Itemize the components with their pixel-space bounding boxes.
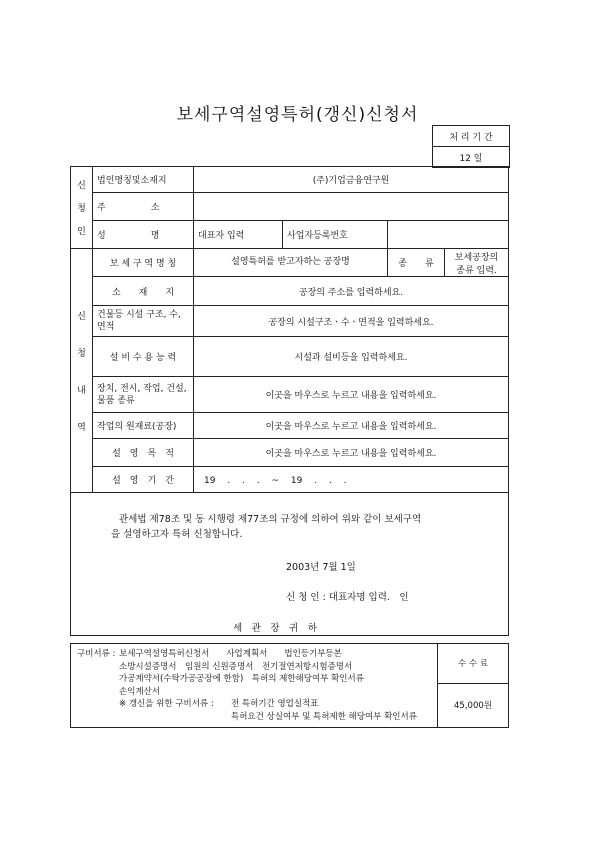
documents-label: 구비서류 : (77, 649, 116, 659)
type-label: 종 류 (388, 249, 445, 277)
document-line: 보세구역설영특허신청서 사업계획서 법인등기부등본 (119, 649, 342, 659)
required-documents (70, 643, 509, 728)
declaration-line-2: 을 설영하고자 특허 신청합니다. (111, 529, 243, 540)
type-field[interactable]: 보세공장의 종류 입력. (445, 249, 509, 277)
renewal-document-line: 전 특허기간 영업실적표 (231, 699, 319, 709)
declaration-line-1: 관세법 제78조 및 동 시행령 제77조의 규정에 의하여 위와 같이 보세구역 (119, 514, 422, 525)
renewal-document-line: 특허요건 상실여부 및 특허제한 해당여부 확인서류 (231, 711, 417, 722)
purpose-label: 설 영 목 적 (93, 439, 194, 467)
document-line: 손익계산서 (119, 686, 161, 697)
fee-label: 수 수 료 (438, 644, 509, 684)
applicant-signature[interactable]: 신 청 인 : 대표자명 입력. 인 (286, 592, 409, 603)
building-structure-label: 건물등 시설 구조, 수, 면적 (93, 306, 194, 337)
raw-material-field[interactable]: 이곳을 마우스로 누르고 내용을 입력하세요. (194, 413, 509, 439)
bonded-area-name-field[interactable]: 설영특허를 받고자하는 공장명 (194, 249, 388, 277)
documents-list (71, 644, 438, 728)
business-number-field[interactable] (388, 221, 509, 249)
processing-period-box (432, 125, 510, 168)
document-title: 보세구역설영특허(갱신)신청서 (176, 105, 419, 125)
recipient: 세 관 장 귀 하 (233, 623, 317, 634)
processing-value[interactable]: 12 일 (433, 147, 510, 168)
address-label: 주 소 (93, 193, 194, 221)
raw-material-label: 작업의 원재료(공장) (93, 413, 194, 439)
period-label: 설 영 기 간 (93, 467, 194, 493)
processing-label: 처 리 기 간 (433, 126, 510, 147)
goods-type-label: 장치, 전시, 작업, 건설, 물품 종류 (93, 377, 194, 413)
corp-name-field[interactable]: (주)기업금융연구원 (194, 167, 509, 193)
application-date[interactable]: 2003년 7월 1일 (286, 562, 356, 573)
name-label: 성 명 (93, 221, 194, 249)
purpose-field[interactable]: 이곳을 마우스로 누르고 내용을 입력하세요. (194, 439, 509, 467)
location-field[interactable]: 공장의 주소를 입력하세요. (194, 277, 509, 306)
capacity-field[interactable]: 시설과 설비등을 입력하세요. (194, 337, 509, 377)
document-line: 가공계약서(수탁가공공장에 한함) 특허의 제한해당여부 확인서류 (119, 674, 364, 684)
corp-name-label: 법인명칭및소재지 (93, 167, 194, 193)
representative-field[interactable]: 대표자 입력 (194, 221, 283, 249)
declaration-block (71, 493, 509, 636)
fee-value: 45,000원 (438, 683, 509, 727)
building-structure-field[interactable]: 공장의 시설구조ㆍ수ㆍ면적을 입력하세요. (194, 306, 509, 337)
content-section-label: 신 청 내 역 (71, 249, 93, 493)
capacity-label: 설 비 수 용 능 력 (93, 337, 194, 377)
applicant-section-label: 신 청 인 (71, 167, 93, 249)
renewal-documents-label: ※ 갱신을 위한 구비서류 : (119, 699, 214, 709)
location-label: 소 재 지 (93, 277, 194, 306)
address-field[interactable] (194, 193, 509, 221)
application-form (70, 166, 509, 636)
bonded-area-name-label: 보 세 구 역 명 칭 (93, 249, 194, 277)
period-field[interactable]: 19 . . . ~ 19 . . . (194, 467, 509, 493)
goods-type-field[interactable]: 이곳을 마우스로 누르고 내용을 입력하세요. (194, 377, 509, 413)
business-number-label: 사업자등록번호 (283, 221, 388, 249)
document-line: 소방시설증명서 임원의 신원증명서 전기절연저항시험증명서 (119, 661, 353, 672)
